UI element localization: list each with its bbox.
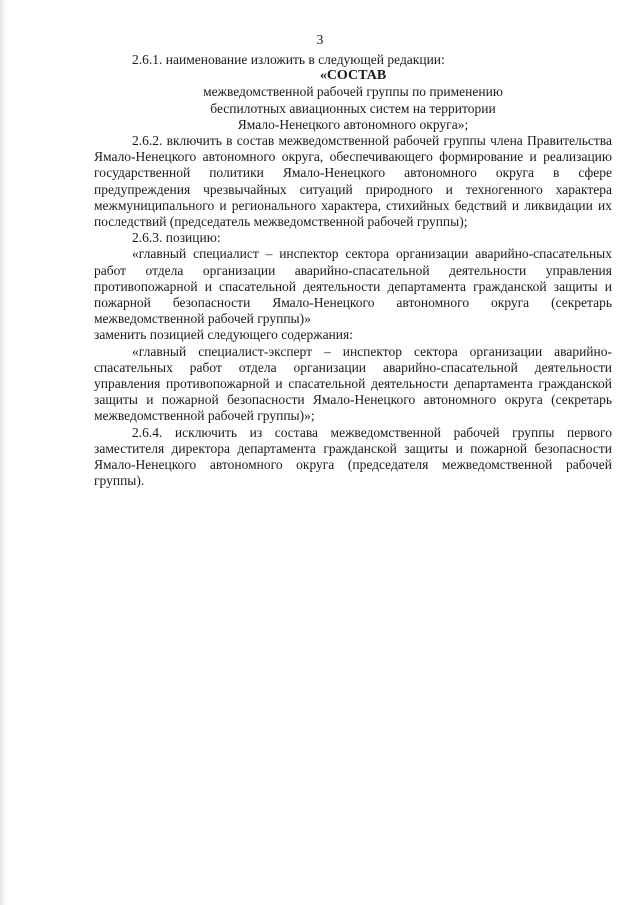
paragraph-2-6-3: 2.6.3. позицию: [132,230,221,246]
page-number: 3 [316,32,324,47]
composition-subtitle-line-1: межведомственной рабочей группы по применению [203,84,503,100]
composition-subtitle-line-3: Ямало-Ненецкого автономного округа»; [237,116,469,132]
paragraph-2-6-1: 2.6.1. наименование изложить в следующей редакции: [132,52,445,67]
composition-subtitle-line-2: беспилотных авиационных систем на территории [210,100,496,116]
composition-heading: «СОСТАВ [319,68,387,84]
paragraph-2-6-4: 2.6.4. исключить из состава межведомственной рабочей группы первого заместителя директора департамента гражданской защиты и пожарной безопасности Ямало-Ненецкого автономного округа (председателя межведомственной рабочей группы). [94,424,612,489]
replace-with-line: заменить позицией следующего содержания: [94,327,353,343]
document-body [94,52,612,489]
scan-edge-shadow [0,0,6,905]
old-position-quote: «главный специалист – инспектор сектора организации аварийно-спасательных работ отдела организации аварийно-спасательной деятельности управления противопожарной и спасательной деятельности департамента гражданской защиты и пожарной безопасности Ямало-Ненецкого автономного округа (секретарь межведомственной рабочей группы)» [94,246,612,327]
paragraph-2-6-2: 2.6.2. включить в состав межведомственной рабочей группы члена Правительства Ямало-Ненецкого автономного округа, обеспечивающего формирование и реализацию государственной политики Ямало-Ненецкого автономного округа в сфере предупреждения чрезвычайных ситуаций природного и техногенного характера межмуниципального и регионального характера, стихийных бедствий и ликвидации их последствий (председатель межведомственной рабочей группы); [94,133,612,230]
new-position-quote: «главный специалист-эксперт – инспектор сектора организации аварийно-спасательных работ отдела организации аварийно-спасательной деятельности управления противопожарной и спасательной деятельности департамента гражданской защиты и пожарной безопасности Ямало-Ненецкого автономного округа (секретарь межведомственной рабочей группы)»; [94,343,612,424]
